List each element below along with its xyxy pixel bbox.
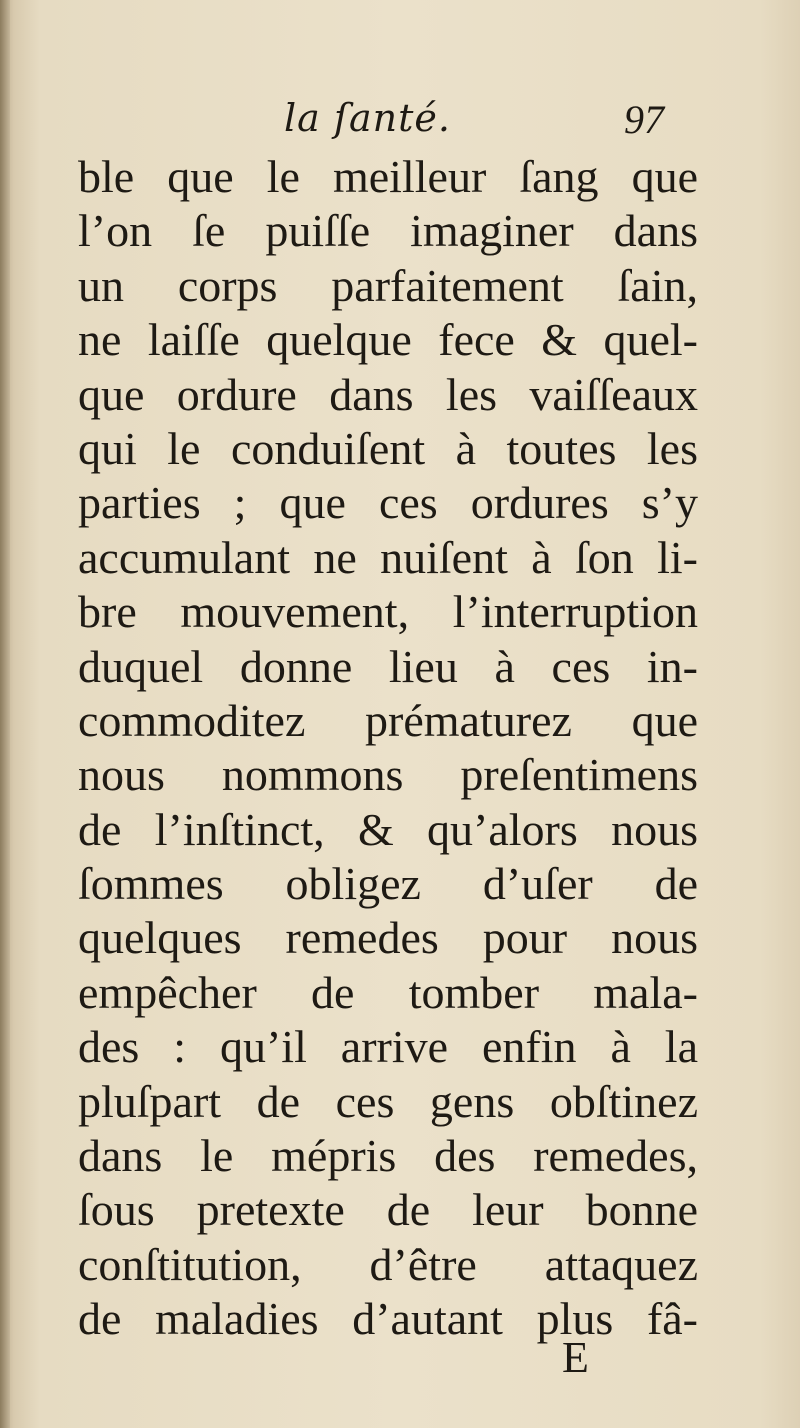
text-line: l’on ſe puiſſe imaginer dans — [78, 205, 698, 257]
text-line: parties ; que ces ordures s’y — [78, 477, 698, 529]
text-line: dans le mépris des remedes, — [78, 1130, 698, 1182]
text-line: empêcher de tomber mala- — [78, 966, 698, 1018]
text-line: ſommes obligez d’uſer de — [78, 858, 698, 910]
text-line: ble que le meilleur ſang que — [78, 151, 698, 202]
text-line: de l’inſtinct, & qu’alors nous — [78, 803, 698, 855]
text-line: quelques remedes pour nous — [78, 912, 698, 964]
body-text — [78, 150, 698, 1347]
text-line: duquel donne lieu à ces in- — [78, 640, 698, 692]
text-line: nous nommons preſentimens — [78, 749, 698, 801]
text-line: conſtitution, d’être attaquez — [78, 1238, 698, 1290]
text-line: de maladies d’autant plus fâ- — [78, 1293, 698, 1345]
text-line: que ordure dans les vaiſſeaux — [78, 368, 698, 420]
binding-edge — [0, 0, 10, 1428]
page-number: 97 — [624, 97, 664, 142]
signature-mark: E — [562, 1333, 589, 1382]
running-title: la ſanté. — [284, 96, 451, 140]
page-header — [0, 96, 800, 156]
text-line: accumulant ne nuiſent à ſon li- — [78, 531, 698, 583]
text-line: ſous pretexte de leur bonne — [78, 1184, 698, 1236]
text-line: ne laiſſe quelque fece & quel- — [78, 314, 698, 366]
text-line: des : qu’il arrive enfin à la — [78, 1021, 698, 1073]
text-line: bre mouvement, l’interruption — [78, 586, 698, 638]
text-line: commoditez prématurez que — [78, 694, 698, 746]
text-line: un corps parfaitement ſain, — [78, 259, 698, 311]
text-line: pluſpart de ces gens obſtinez — [78, 1075, 698, 1127]
text-line: qui le conduiſent à toutes les — [78, 422, 698, 474]
